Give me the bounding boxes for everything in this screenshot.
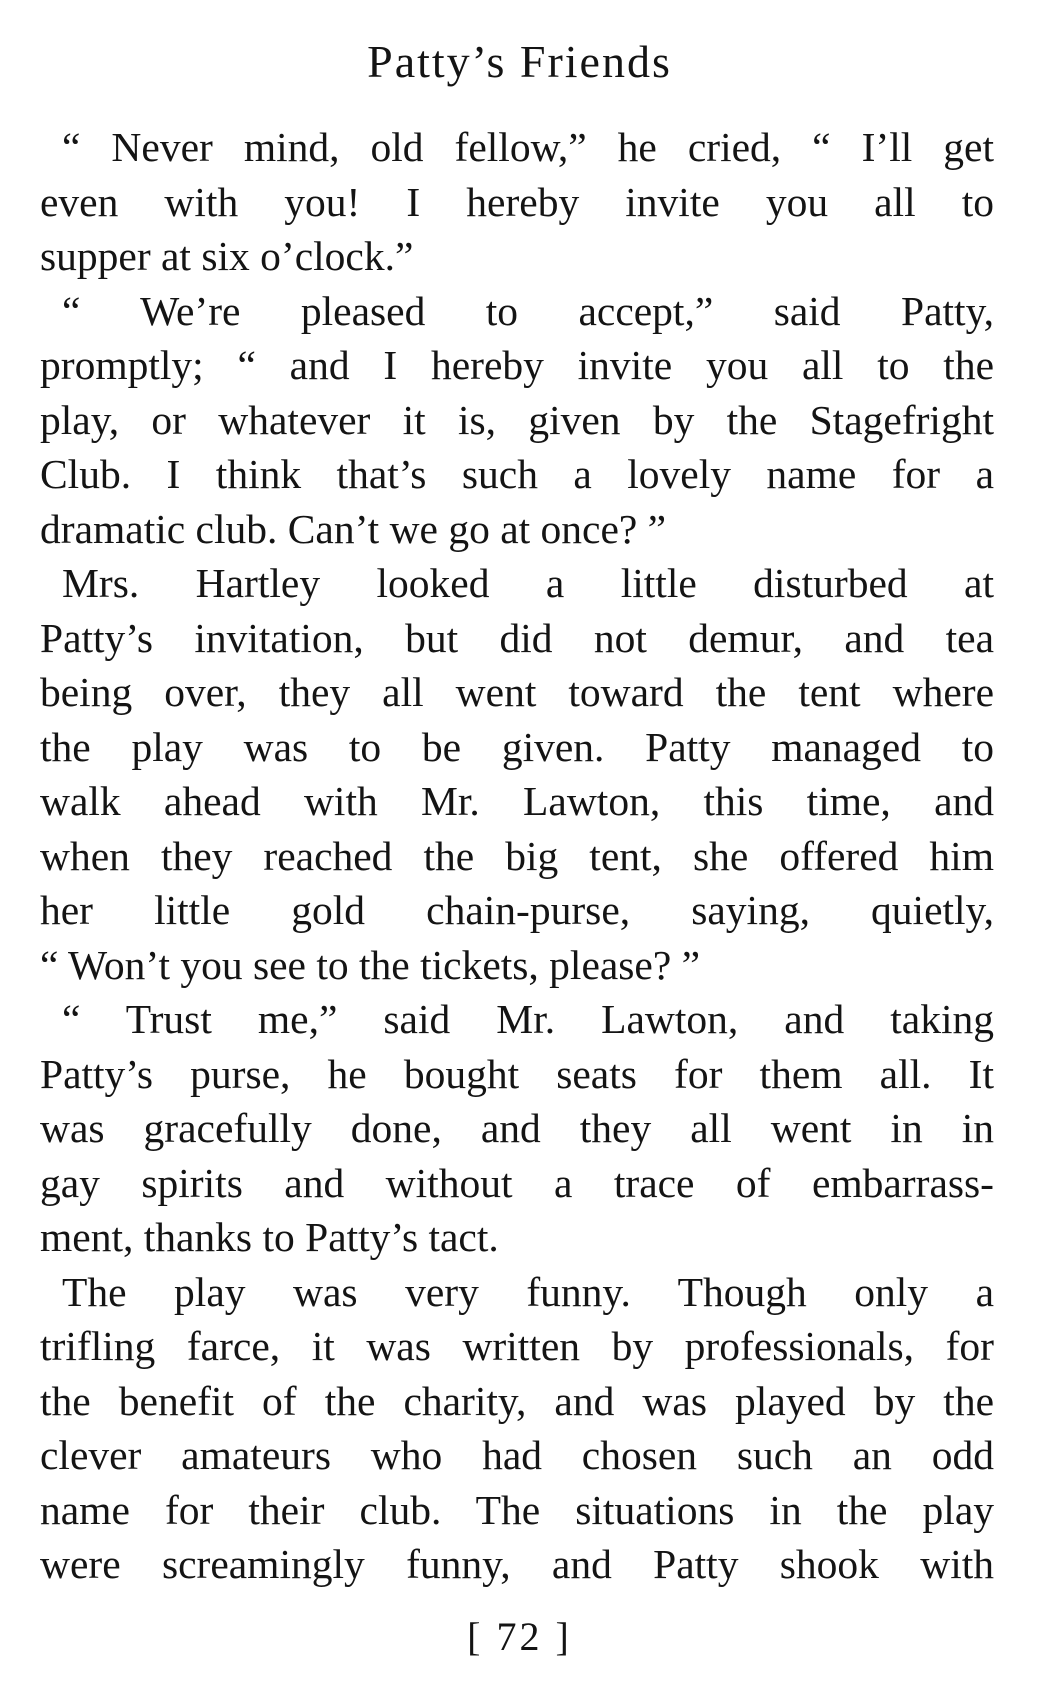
text-line: clever amateurs who had chosen such an odd <box>40 1432 994 1478</box>
page-number: [ 72 ] <box>467 1614 572 1659</box>
paragraph <box>40 1265 994 1592</box>
text-line: was gracefully done, and they all went in in <box>40 1105 994 1151</box>
text-line: were screamingly funny, and Patty shook with <box>40 1541 994 1587</box>
body-text <box>40 120 994 1592</box>
text-line: dramatic club. Can’t we go at once? ” <box>40 505 667 552</box>
text-line: Patty’s invitation, but did not demur, and tea <box>40 614 994 661</box>
text-line: being over, they all went toward the tent where <box>40 669 994 715</box>
paragraph <box>40 284 994 557</box>
paragraph <box>40 120 994 284</box>
text-line: name for their club. The situations in the play <box>40 1486 994 1533</box>
text-line: “ Won’t you see to the tickets, please? ” <box>40 941 701 988</box>
text-line: promptly; “ and I hereby invite you all to the <box>40 342 994 388</box>
text-line: walk ahead with Mr. Lawton, this time, and <box>40 778 994 824</box>
text-line: Club. I think that’s such a lovely name for a <box>40 451 994 497</box>
paragraph <box>40 556 994 992</box>
text-line: the play was to be given. Patty managed to <box>40 723 994 770</box>
text-line: ment, thanks to Patty’s tact. <box>40 1214 499 1260</box>
paragraph <box>40 992 994 1265</box>
text-line: Mrs. Hartley looked a little disturbed at <box>62 560 994 606</box>
text-line: the benefit of the charity, and was played by the <box>40 1377 994 1424</box>
text-line: The play was very funny. Though only a <box>62 1268 994 1315</box>
text-line: her little gold chain-purse, saying, quietly, <box>40 887 994 933</box>
text-line: supper at six o’clock.” <box>40 233 414 279</box>
text-line: Patty’s purse, he bought seats for them all. It <box>40 1050 994 1097</box>
text-line: play, or whatever it is, given by the Stagefright <box>40 396 994 443</box>
text-line: “ We’re pleased to accept,” said Patty, <box>62 287 994 334</box>
text-line: even with you! I hereby invite you all to <box>40 178 994 225</box>
text-line: when they reached the big tent, she offered him <box>40 832 994 879</box>
text-line: “ Trust me,” said Mr. Lawton, and taking <box>62 996 994 1042</box>
text-line: gay spirits and without a trace of embarrass- <box>40 1159 994 1206</box>
text-line: trifling farce, it was written by professionals, for <box>40 1323 994 1369</box>
running-head: Patty’s Friends <box>367 36 672 87</box>
text-line: “ Never mind, old fellow,” he cried, “ I’ll get <box>62 124 994 170</box>
